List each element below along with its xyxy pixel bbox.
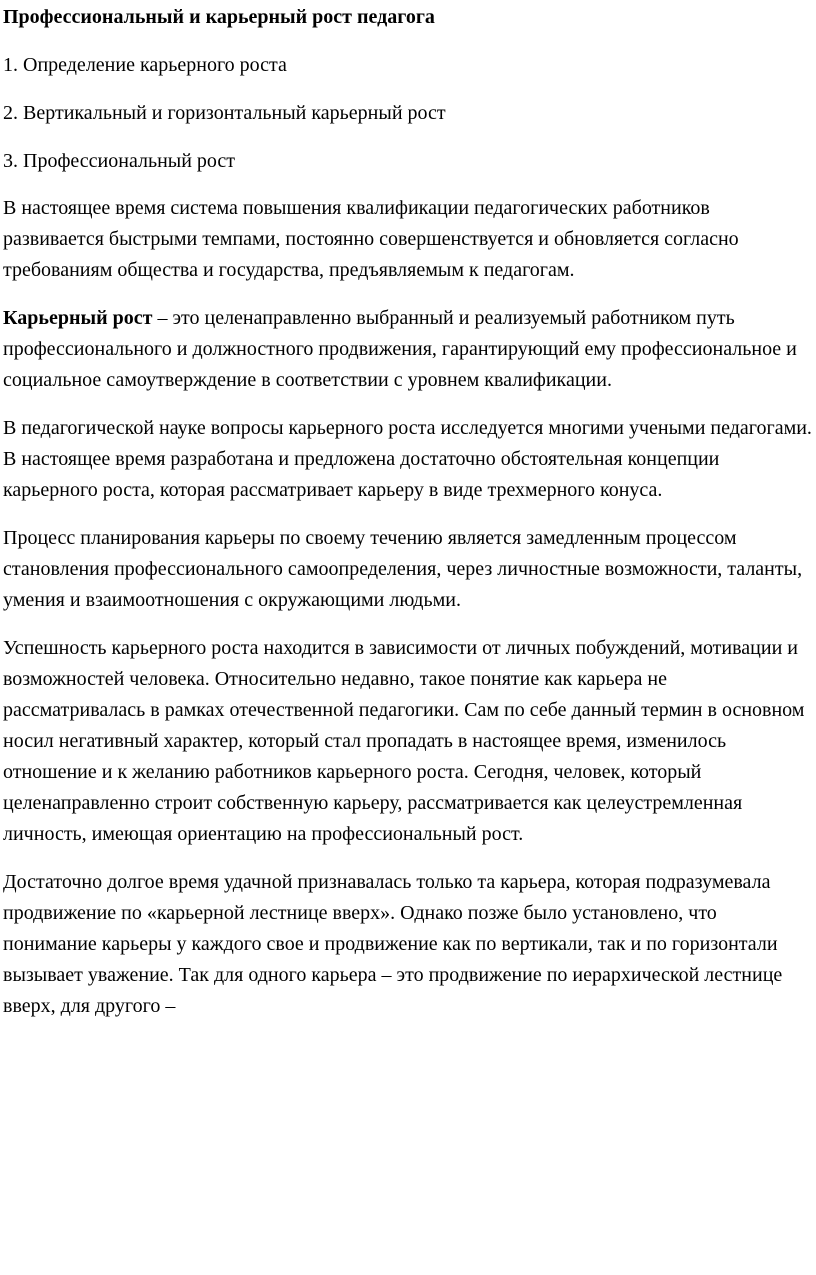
- paragraph-success: Успешность карьерного роста находится в зависимости от личных побуждений, мотивации и возможностей человека. Относительно недавно, такое понятие как карьера не рассматривалась в рамках отечественной педагогики. Сам по себе данный термин в основном носил негативный характер, который стал пропадать в настоящее время, изменилось отношение и к желанию работников карьерного роста. Сегодня, человек, который целенаправленно строит собственную карьеру, рассматривается как целеустремленная личность, имеющая ориентацию на профессиональный рост.: [3, 637, 805, 845]
- paragraph-science: В педагогической науке вопросы карьерного роста исследуется многими учеными педагогами. В настоящее время разработана и предложена достаточно обстоятельная концепции карьерного роста, которая рассматривает карьеру в виде трехмерного конуса.: [3, 417, 812, 501]
- document-title: Профессиональный и карьерный рост педагога: [3, 6, 435, 28]
- definition-text: – это целенаправленно выбранный и реализуемый работником путь профессионального и должностного продвижения, гарантирующий ему профессиональное и социальное самоутверждение в соответствии с уровнем квалификации.: [3, 307, 797, 391]
- definition-term: Карьерный рост: [3, 307, 153, 329]
- paragraph-intro: В настоящее время система повышения квалификации педагогических работников развивается быстрыми темпами, постоянно совершенствуется и обновляется согласно требованиям общества и государства, предъявляемым к педагогам.: [3, 197, 739, 281]
- document-page: [3, 0, 813, 1022]
- paragraph-definition: [3, 303, 813, 396]
- outline-item-2: 2. Вертикальный и горизонтальный карьерный рост: [3, 102, 446, 124]
- paragraph-ladder: Достаточно долгое время удачной признавалась только та карьера, которая подразумевала продвижение по «карьерной лестнице вверх». Однако позже было установлено, что понимание карьеры у каждого свое и продвижение как по вертикали, так и по горизонтали вызывает уважение. Так для одного карьера – это продвижение по иерархической лестнице вверх, для другого –: [3, 871, 783, 1017]
- outline-item-1: 1. Определение карьерного роста: [3, 54, 287, 76]
- outline-item-3: 3. Профессиональный рост: [3, 150, 236, 172]
- paragraph-planning: Процесс планирования карьеры по своему течению является замедленным процессом становления профессионального самоопределения, через личностные возможности, таланты, умения и взаимоотношения с окружающими людьми.: [3, 527, 803, 611]
